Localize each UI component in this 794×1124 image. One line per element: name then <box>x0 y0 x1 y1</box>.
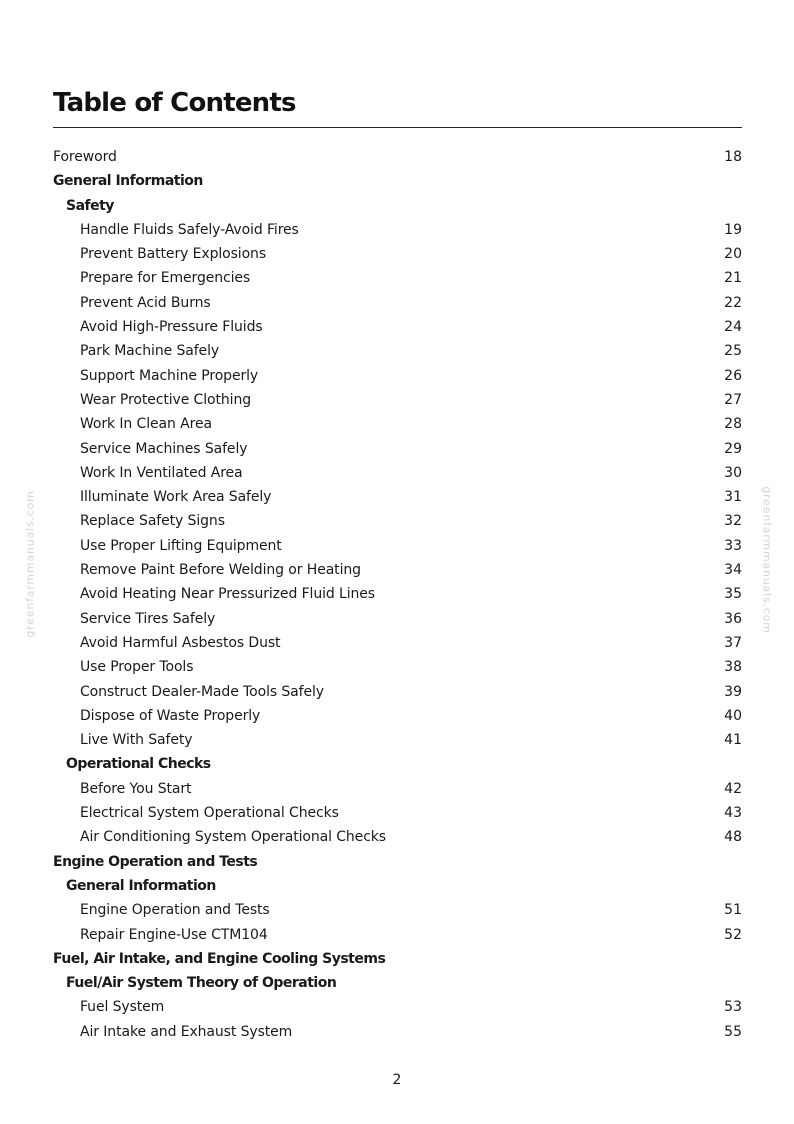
toc-entry-title: Dispose of Waste Properly <box>80 707 261 724</box>
toc-entry-page-number: 25 <box>724 343 742 360</box>
toc-section-heading <box>53 194 742 218</box>
toc-entry-page-number: 48 <box>724 829 742 846</box>
toc-entry-title: Fuel System <box>80 999 165 1016</box>
toc-section-heading <box>53 874 742 898</box>
watermark-left: greenfarmmanuals.com <box>23 490 37 638</box>
toc-entry-page-number: 18 <box>724 149 742 165</box>
toc-entry[interactable] <box>53 364 742 388</box>
toc-entry[interactable] <box>53 801 742 825</box>
toc-entry-title: Work In Ventilated Area <box>80 464 243 481</box>
toc-entry[interactable] <box>53 1020 742 1044</box>
toc-entry-page-number: 29 <box>724 440 742 457</box>
toc-entry-title: General Information <box>53 173 203 190</box>
toc-entry[interactable] <box>53 898 742 922</box>
toc-entry[interactable] <box>53 412 742 436</box>
toc-entry-title: Live With Safety <box>80 732 193 749</box>
toc-entry[interactable] <box>53 923 742 947</box>
toc-entry[interactable] <box>53 509 742 533</box>
toc-entry[interactable] <box>53 388 742 412</box>
toc-entry[interactable] <box>53 291 742 315</box>
toc-entry[interactable] <box>53 315 742 339</box>
toc-entry-title: Engine Operation and Tests <box>53 853 258 870</box>
toc-entry-title: Service Machines Safely <box>80 440 248 457</box>
toc-entry-title: Foreword <box>53 149 117 165</box>
toc-entry-page-number: 32 <box>724 513 742 530</box>
page-title: Table of Contents <box>53 88 296 118</box>
toc-entry-title: General Information <box>66 877 216 894</box>
toc-entry-title: Replace Safety Signs <box>80 513 225 530</box>
toc-entry-page-number: 30 <box>724 464 742 481</box>
toc-entry[interactable] <box>53 534 742 558</box>
toc-entry[interactable] <box>53 607 742 631</box>
toc-entry[interactable] <box>53 655 742 679</box>
toc-entry[interactable] <box>53 825 742 849</box>
toc-entry-page-number: 38 <box>724 659 742 676</box>
toc-entry-page-number: 41 <box>724 732 742 749</box>
toc-entry-page-number: 26 <box>724 367 742 384</box>
toc-entry[interactable] <box>53 728 742 752</box>
page-number: 2 <box>392 1072 402 1088</box>
toc-entry-page-number: 39 <box>724 683 742 700</box>
table-of-contents <box>53 145 742 1044</box>
toc-entry-title: Fuel/Air System Theory of Operation <box>66 975 337 992</box>
toc-entry-page-number: 35 <box>724 586 742 603</box>
toc-entry-title: Fuel, Air Intake, and Engine Cooling Systems <box>53 950 386 967</box>
toc-entry[interactable] <box>53 266 742 290</box>
toc-entry-page-number: 20 <box>724 246 742 263</box>
toc-entry-title: Avoid High-Pressure Fluids <box>80 319 263 336</box>
toc-entry-page-number: 51 <box>724 902 742 919</box>
toc-entry-page-number: 33 <box>724 537 742 554</box>
toc-entry-title: Safety <box>66 197 114 214</box>
toc-entry-title: Prepare for Emergencies <box>80 270 251 287</box>
toc-entry-title: Service Tires Safely <box>80 610 216 627</box>
toc-entry-title: Electrical System Operational Checks <box>80 805 339 822</box>
toc-entry-page-number: 53 <box>724 999 742 1016</box>
toc-entry-title: Operational Checks <box>66 756 211 773</box>
toc-entry-page-number: 31 <box>724 489 742 506</box>
toc-entry-page-number: 24 <box>724 319 742 336</box>
toc-entry[interactable] <box>53 777 742 801</box>
toc-section-heading <box>53 850 742 874</box>
toc-entry-title: Prevent Acid Burns <box>80 294 211 311</box>
toc-entry[interactable] <box>53 680 742 704</box>
toc-entry[interactable] <box>53 704 742 728</box>
toc-entry[interactable] <box>53 218 742 242</box>
toc-entry-title: Remove Paint Before Welding or Heating <box>80 562 361 579</box>
toc-entry-title: Before You Start <box>80 780 192 797</box>
toc-entry-page-number: 55 <box>724 1023 742 1040</box>
toc-section-heading <box>53 971 742 995</box>
toc-entry-title: Support Machine Properly <box>80 367 259 384</box>
toc-entry-page-number: 37 <box>724 634 742 651</box>
toc-entry-page-number: 40 <box>724 707 742 724</box>
toc-entry-page-number: 36 <box>724 610 742 627</box>
toc-entry-title: Avoid Harmful Asbestos Dust <box>80 634 281 651</box>
toc-entry-page-number: 43 <box>724 805 742 822</box>
toc-entry-title: Use Proper Tools <box>80 659 194 676</box>
toc-entry[interactable] <box>53 339 742 363</box>
watermark-right: greenfarmmanuals.com <box>760 486 774 634</box>
toc-entry[interactable] <box>53 461 742 485</box>
toc-entry-page-number: 52 <box>724 926 742 943</box>
toc-entry[interactable] <box>53 582 742 606</box>
toc-entry-title: Illuminate Work Area Safely <box>80 489 272 506</box>
toc-entry-title: Air Intake and Exhaust System <box>80 1023 293 1040</box>
toc-entry[interactable] <box>53 631 742 655</box>
toc-entry-title: Use Proper Lifting Equipment <box>80 537 282 554</box>
toc-entry[interactable] <box>53 437 742 461</box>
toc-entry-page-number: 19 <box>724 221 742 238</box>
toc-entry-page-number: 22 <box>724 294 742 311</box>
toc-section-heading <box>53 752 742 776</box>
toc-entry-title: Handle Fluids Safely-Avoid Fires <box>80 221 299 238</box>
toc-entry-title: Avoid Heating Near Pressurized Fluid Lines <box>80 586 375 603</box>
toc-entry-page-number: 42 <box>724 780 742 797</box>
toc-entry-title: Wear Protective Clothing <box>80 391 252 408</box>
toc-section-heading <box>53 169 742 193</box>
toc-entry[interactable] <box>53 558 742 582</box>
toc-entry-page-number: 27 <box>724 391 742 408</box>
toc-entry[interactable] <box>53 242 742 266</box>
toc-entry[interactable] <box>53 485 742 509</box>
toc-entry-title: Repair Engine-Use CTM104 <box>80 926 268 943</box>
toc-entry-title: Prevent Battery Explosions <box>80 246 267 263</box>
toc-entry[interactable] <box>53 995 742 1019</box>
toc-entry-page-number: 21 <box>724 270 742 287</box>
toc-entry-page-number: 28 <box>724 416 742 433</box>
toc-entry[interactable] <box>53 145 742 169</box>
toc-entry-page-number: 34 <box>724 562 742 579</box>
toc-entry-title: Construct Dealer-Made Tools Safely <box>80 683 324 700</box>
toc-section-heading <box>53 947 742 971</box>
toc-entry-title: Engine Operation and Tests <box>80 902 270 919</box>
toc-entry-title: Air Conditioning System Operational Checks <box>80 829 386 846</box>
toc-entry-title: Work In Clean Area <box>80 416 212 433</box>
toc-entry-title: Park Machine Safely <box>80 343 220 360</box>
title-divider <box>53 127 742 128</box>
